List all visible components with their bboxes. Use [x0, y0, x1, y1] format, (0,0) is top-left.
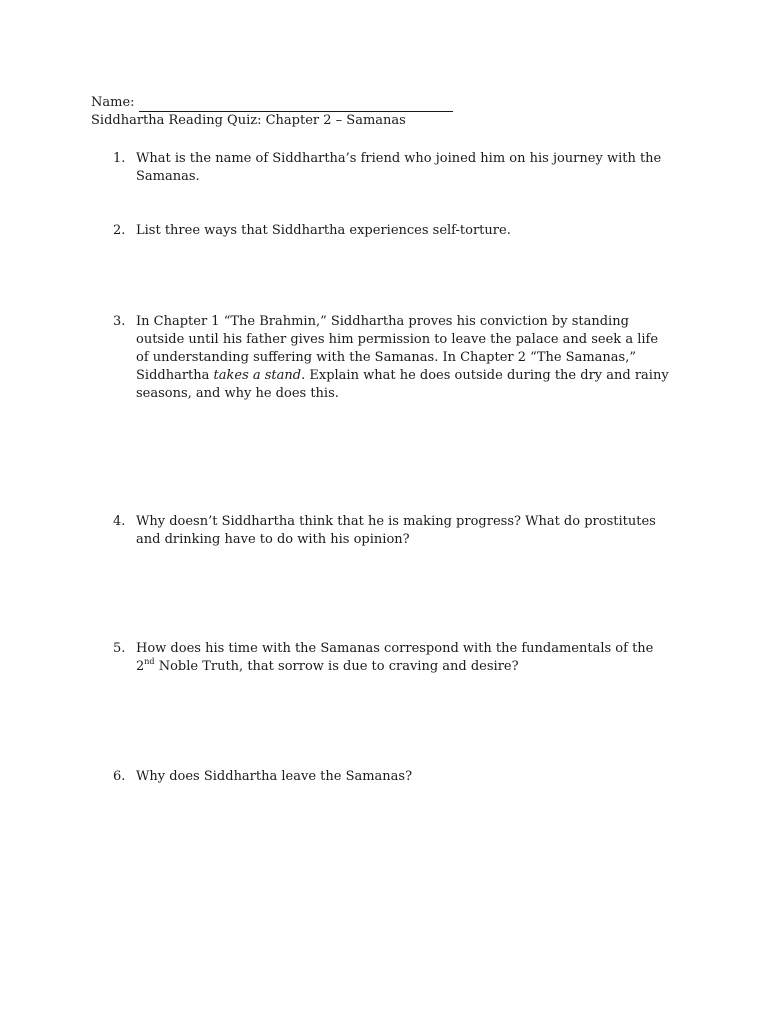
question-text: List three ways that Siddhartha experiences self-torture. — [136, 223, 511, 238]
question-1 — [113, 150, 673, 186]
question-text-emphasis: takes a stand — [213, 368, 302, 383]
question-number: 2. — [113, 223, 126, 238]
question-5 — [113, 640, 673, 676]
question-text-part: In Chapter 1 “The Brahmin,” Siddhartha proves his conviction by standing outside until his father gives him permission to leave the palace and seek a life of understanding suffering with the Samanas. In Chapter 2 “The Samanas,” Siddhartha — [136, 314, 659, 383]
question-text: Why doesn’t Siddhartha think that he is making progress? What do prostitutes and drinking have to do with his opinion? — [136, 514, 656, 547]
question-6 — [113, 768, 673, 786]
question-text — [136, 313, 673, 403]
name-blank-line — [139, 97, 453, 112]
question-number: 1. — [113, 151, 126, 166]
question-text — [136, 640, 673, 676]
question-text-part: How does his time with the Samanas correspond with the fundamentals of the 2 — [136, 641, 654, 674]
question-number: 4. — [113, 514, 126, 529]
quiz-title: Siddhartha Reading Quiz: Chapter 2 – Samanas — [91, 113, 406, 128]
question-number: 3. — [113, 314, 126, 329]
question-text: Why does Siddhartha leave the Samanas? — [136, 769, 413, 784]
name-field-row — [91, 94, 453, 112]
question-2 — [113, 222, 673, 240]
question-number: 5. — [113, 641, 126, 656]
question-text-superscript: nd — [144, 657, 155, 666]
question-4 — [113, 513, 673, 549]
question-3 — [113, 313, 673, 403]
question-text-part: . Explain what he does outside during the dry and rainy seasons, and why he does this. — [136, 368, 669, 401]
question-text-part: Noble Truth, that sorrow is due to craving and desire? — [154, 659, 519, 674]
name-label: Name: — [91, 95, 135, 110]
question-text: What is the name of Siddhartha’s friend who joined him on his journey with the Samanas. — [136, 151, 662, 184]
question-number: 6. — [113, 769, 126, 784]
